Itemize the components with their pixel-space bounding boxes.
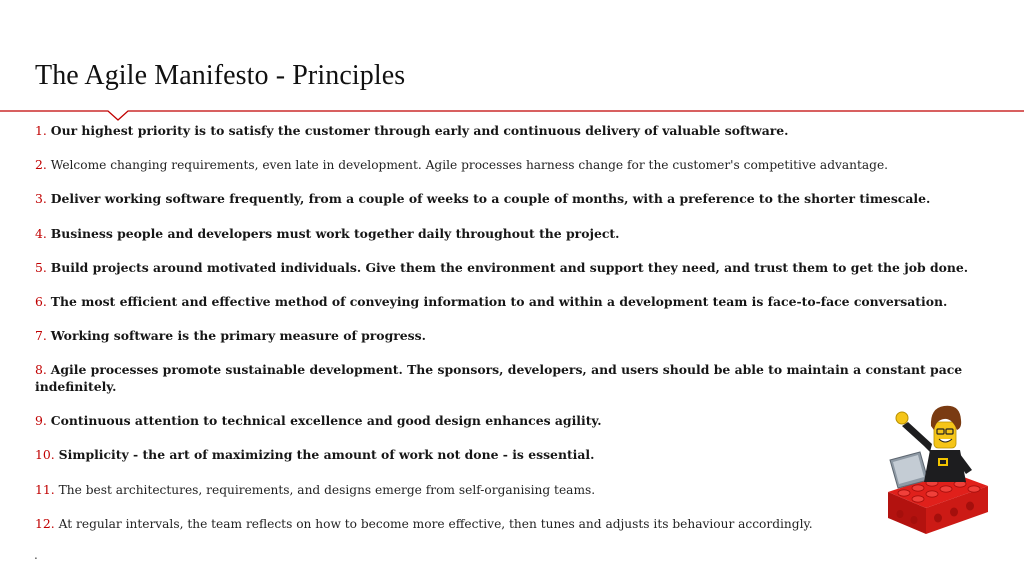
principle-number: 9. — [35, 413, 47, 428]
principle-text: The best architectures, requirements, and designs emerge from self-organising teams. — [58, 483, 596, 497]
minifigure-head — [934, 422, 956, 448]
principle-text: Working software is the primary measure of progress. — [50, 328, 426, 343]
principle-number: 3. — [35, 191, 47, 206]
principle-item-11 — [35, 481, 595, 499]
principle-text: Business people and developers must work together daily throughout the project. — [50, 226, 620, 241]
footer-mark: . — [34, 548, 38, 562]
lego-minifigure-with-laptop-icon — [880, 400, 995, 540]
principle-item-12 — [35, 515, 813, 533]
principle-number: 6. — [35, 294, 47, 309]
principle-number: 7. — [35, 328, 47, 343]
principle-item-2 — [35, 156, 888, 174]
principle-text: The most efficient and effective method of conveying information to and within a development team is face-to-face conversation. — [50, 294, 948, 309]
principle-item-7 — [35, 327, 426, 344]
minifigure-raised-arm — [896, 412, 932, 452]
principle-item-8 — [35, 361, 1010, 395]
principle-text: Simplicity - the art of maximizing the amount of work not done - is essential. — [58, 447, 595, 462]
principle-number: 5. — [35, 260, 47, 275]
principle-item-1 — [35, 122, 788, 139]
title-divider — [0, 104, 1024, 124]
principle-text: Continuous attention to technical excellence and good design enhances agility. — [50, 413, 602, 428]
principle-item-3 — [35, 190, 930, 207]
principle-item-9 — [35, 412, 602, 429]
principle-text: Welcome changing requirements, even late in development. Agile processes harness change for the customer's competitive advantage. — [50, 158, 889, 172]
principle-item-6 — [35, 293, 947, 310]
principle-number: 4. — [35, 226, 47, 241]
principle-text: Agile processes promote sustainable development. The sponsors, developers, and users should be able to maintain a constant pace indefinitely. — [35, 362, 963, 394]
principle-item-5 — [35, 259, 968, 276]
principle-number: 8. — [35, 362, 47, 377]
principle-number: 1. — [35, 123, 47, 138]
principle-number: 11. — [35, 482, 55, 497]
principle-text: At regular intervals, the team reflects on how to become more effective, then tunes and adjusts its behaviour accordingly. — [58, 517, 813, 531]
principle-number: 10. — [35, 447, 55, 462]
principle-text: Deliver working software frequently, from a couple of weeks to a couple of months, with a preference to the shorter timescale. — [50, 191, 931, 206]
principle-item-10 — [35, 446, 594, 463]
principle-item-4 — [35, 225, 619, 242]
principle-text: Our highest priority is to satisfy the customer through early and continuous delivery of valuable software. — [50, 123, 789, 138]
slide-title: The Agile Manifesto - Principles — [35, 60, 406, 91]
principle-number: 12. — [35, 516, 55, 531]
principle-number: 2. — [35, 157, 47, 172]
principle-text: Build projects around motivated individuals. Give them the environment and support they need, and trust them to get the job done. — [50, 260, 969, 275]
divider-line-with-notch — [0, 111, 1024, 120]
